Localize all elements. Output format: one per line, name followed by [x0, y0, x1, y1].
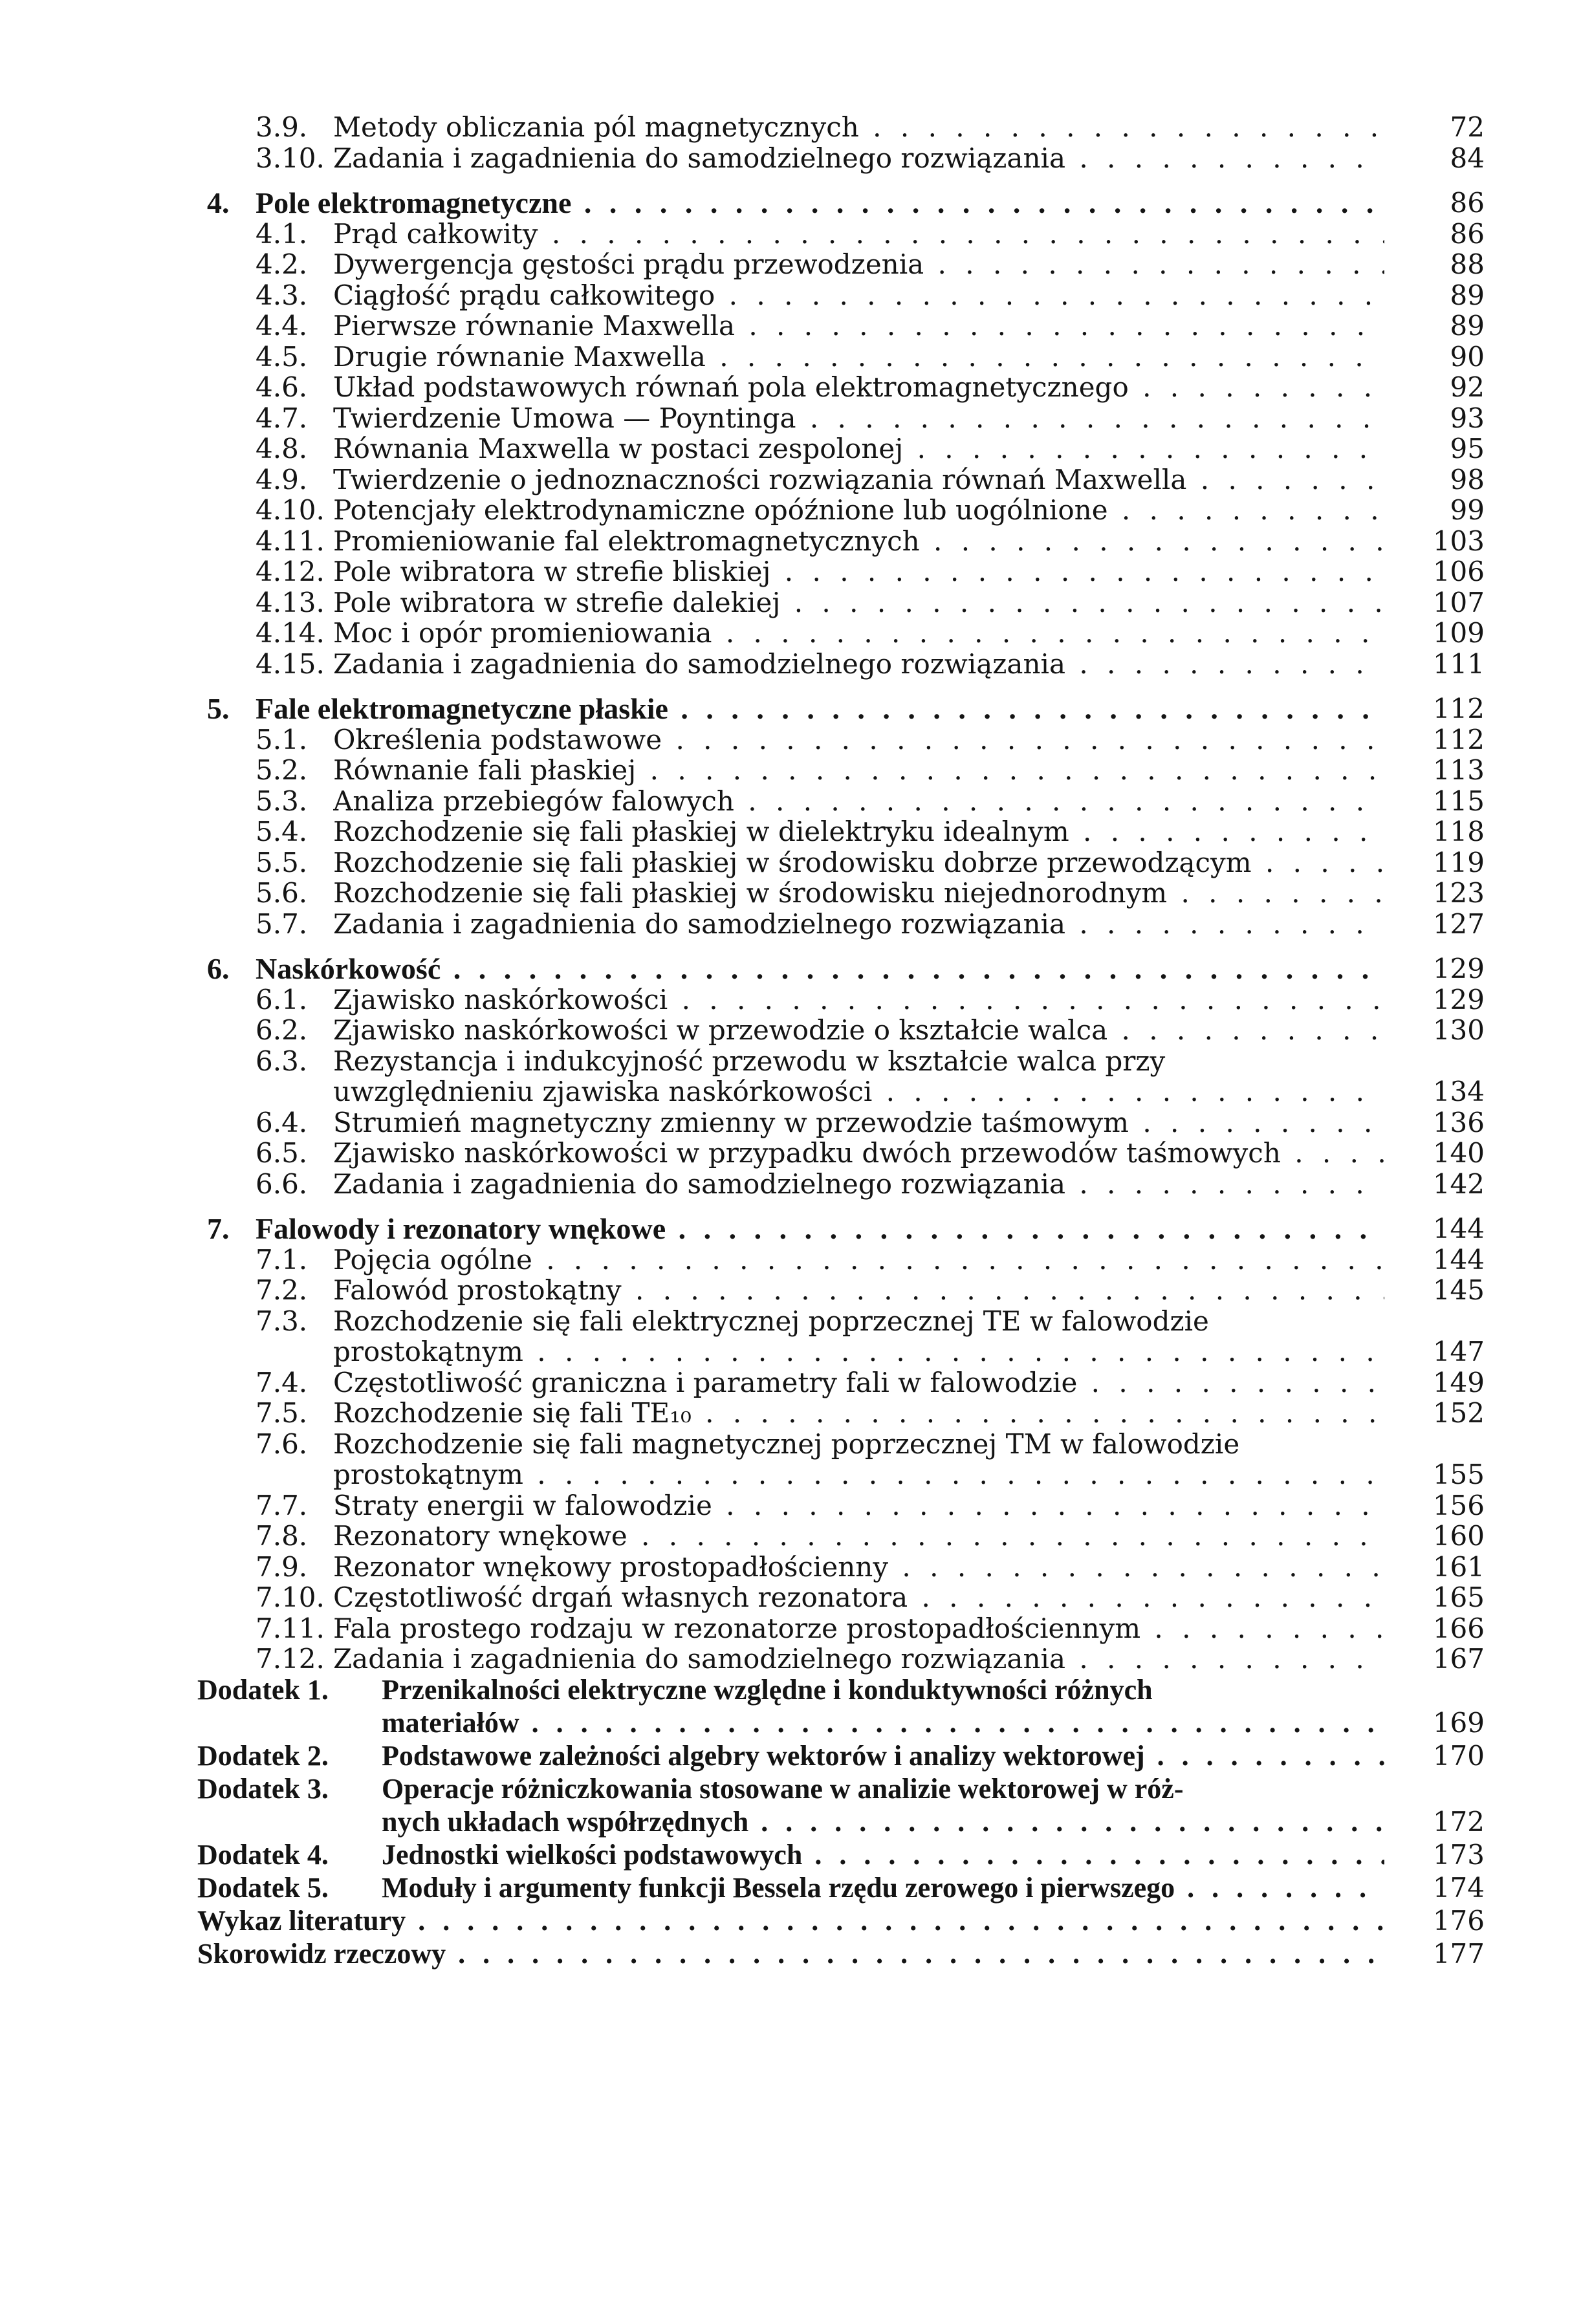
section-entry[interactable] [0, 754, 1592, 787]
entry-page-number: 93 [1450, 402, 1485, 434]
entry-page-number: 136 [1432, 1106, 1485, 1138]
section-entry[interactable] [0, 1137, 1592, 1169]
entry-number: 5. [207, 692, 230, 725]
entry-page-number: 129 [1432, 983, 1485, 1015]
entry-title: Rozchodzenie się fali TE₁₀ . . . [333, 1397, 1384, 1429]
appendix-entry[interactable] [0, 1806, 1592, 1838]
entry-title: Straty energii w falowodzie . . . [333, 1490, 1384, 1522]
entry-page-number: 86 [1450, 187, 1485, 219]
section-entry[interactable] [0, 525, 1592, 558]
entry-number: 5.4. [256, 816, 308, 847]
appendix-entry[interactable] [0, 1938, 1592, 1970]
entry-page-number: 86 [1450, 217, 1485, 250]
entry-number: 4.3. [256, 279, 308, 311]
entry-page-number: 89 [1450, 310, 1485, 342]
entry-page-number: 140 [1432, 1137, 1485, 1169]
entry-page-number: 155 [1432, 1459, 1485, 1490]
entry-number: 7.9. [256, 1550, 308, 1583]
entry-page-number: 118 [1432, 816, 1485, 847]
entry-title: Rozchodzenie się fali elektrycznej poprzecznej TE w falowodzie [333, 1305, 1209, 1337]
entry-title: Promieniowanie fal elektromagnetycznych . . . [333, 525, 1384, 558]
chapter-entry[interactable] [0, 1213, 1592, 1245]
entry-page-number: 127 [1432, 907, 1485, 940]
section-entry[interactable] [0, 248, 1592, 281]
entry-number: 4. [207, 186, 230, 219]
entry-page-number: 167 [1432, 1643, 1485, 1675]
entry-title: Rozchodzenie się fali magnetycznej poprzecznej TM w falowodzie [333, 1428, 1240, 1460]
entry-page-number: 115 [1432, 785, 1485, 817]
section-entry[interactable] [0, 816, 1592, 848]
appendix-entry[interactable] [0, 1773, 1592, 1805]
entry-title: Twierdzenie Umowa — Poyntinga . . . [333, 402, 1384, 435]
entry-page-number: 119 [1432, 846, 1485, 878]
entry-number: 6.2. [256, 1014, 308, 1046]
entry-title: Analiza przebiegów falowych . . . [333, 785, 1384, 818]
entry-number: 5.6. [256, 877, 308, 909]
entry-number: 7.2. [256, 1274, 308, 1306]
entry-number: Dodatek 4. [197, 1838, 329, 1871]
entry-page-number: 152 [1432, 1397, 1485, 1429]
appendix-entry[interactable] [0, 1674, 1592, 1706]
entry-title: Fala prostego rodzaju w rezonatorze prostopadłościennym . . . [333, 1613, 1384, 1645]
entry-title: Pole wibratora w strefie dalekiej . . . [333, 587, 1384, 619]
entry-title: Rezystancja i indukcyjność przewodu w kształcie walca przy [333, 1045, 1166, 1077]
entry-title: Częstotliwość graniczna i parametry fali w falowodzie . . . [333, 1367, 1384, 1399]
chapter-entry[interactable] [0, 693, 1592, 725]
entry-title: Operacje różniczkowania stosowane w analizie wektorowej w róż- [382, 1772, 1184, 1805]
entry-title: Zjawisko naskórkowości w przewodzie o kształcie walca . . . [333, 1014, 1384, 1047]
section-entry[interactable] [0, 402, 1592, 435]
appendix-entry[interactable] [0, 1839, 1592, 1871]
entry-title: Zjawisko naskórkowości w przypadku dwóch przewodów taśmowych . . . [333, 1137, 1384, 1169]
entry-page-number: 145 [1432, 1274, 1485, 1306]
entry-title: Rezonatory wnękowe . . . [333, 1520, 1384, 1552]
section-entry[interactable] [0, 785, 1592, 818]
entry-number: Dodatek 2. [197, 1739, 329, 1772]
section-entry[interactable] [0, 1168, 1592, 1200]
entry-number: 7.4. [256, 1366, 308, 1398]
entry-title: Wykaz literatury . . . [197, 1905, 1384, 1937]
entry-number: 7.11. [256, 1612, 325, 1644]
entry-number: 7. [207, 1212, 230, 1245]
chapter-entry[interactable] [0, 187, 1592, 219]
entry-number: 7.7. [256, 1489, 308, 1521]
entry-title: Metody obliczania pól magnetycznych . . . [333, 111, 1384, 144]
entry-number: 4.2. [256, 248, 308, 280]
entry-number: 3.10. [256, 142, 325, 174]
entry-title: Zadania i zagadnienia do samodzielnego rozwiązania . . . [333, 648, 1384, 680]
entry-page-number: 144 [1432, 1213, 1485, 1244]
entry-title: Falowód prostokątny . . . [333, 1274, 1384, 1307]
entry-number: Dodatek 1. [197, 1673, 329, 1706]
section-entry[interactable] [0, 1581, 1592, 1614]
entry-page-number: 112 [1432, 693, 1485, 724]
section-entry[interactable] [0, 1076, 1592, 1108]
entry-page-number: 72 [1450, 111, 1485, 143]
entry-number: Dodatek 3. [197, 1772, 329, 1805]
entry-page-number: 95 [1450, 433, 1485, 464]
entry-title: Podstawowe zależności algebry wektorów i analizy wektorowej . . . [382, 1740, 1384, 1772]
entry-number: 7.10. [256, 1581, 325, 1613]
entry-number: 7.1. [256, 1243, 308, 1276]
entry-number: 6. [207, 952, 230, 985]
entry-number: 7.12. [256, 1643, 325, 1675]
entry-title: nych układach współrzędnych . . . [382, 1806, 1384, 1838]
entry-number: 4.12. [256, 556, 325, 587]
entry-title: Równania Maxwella w postaci zespolonej . . . [333, 433, 1384, 465]
entry-number: Dodatek 5. [197, 1871, 329, 1904]
entry-title: Twierdzenie o jednoznaczności rozwiązania równań Maxwella . . . [333, 464, 1384, 496]
entry-title: Drugie równanie Maxwella . . . [333, 341, 1384, 373]
section-entry[interactable] [0, 984, 1592, 1016]
entry-title: Rezonator wnękowy prostopadłościenny . . . [333, 1551, 1384, 1583]
entry-title: Równanie fali płaskiej . . . [333, 754, 1384, 787]
appendix-entry[interactable] [0, 1707, 1592, 1739]
entry-number: 7.6. [256, 1428, 308, 1460]
section-entry[interactable] [0, 1367, 1592, 1399]
entry-title: Pierwsze równanie Maxwella . . . [333, 310, 1384, 342]
entry-title: Pole elektromagnetyczne . . . [256, 187, 1384, 219]
entry-page-number: 176 [1432, 1904, 1485, 1937]
entry-number: 4.8. [256, 433, 308, 464]
entry-title: Dywergencja gęstości prądu przewodzenia . . . [333, 248, 1384, 281]
entry-title: uwzględnieniu zjawiska naskórkowości . . . [333, 1076, 1384, 1108]
section-entry[interactable] [0, 142, 1592, 175]
entry-title: Naskórkowość . . . [256, 953, 1384, 985]
entry-page-number: 144 [1432, 1243, 1485, 1276]
entry-page-number: 90 [1450, 340, 1485, 373]
section-entry[interactable] [0, 1397, 1592, 1429]
entry-number: 5.2. [256, 754, 308, 786]
section-entry[interactable] [0, 1045, 1592, 1078]
section-entry[interactable] [0, 494, 1592, 527]
entry-number: 7.8. [256, 1520, 308, 1552]
entry-page-number: 165 [1432, 1581, 1485, 1613]
entry-number: 6.5. [256, 1137, 308, 1169]
entry-title: Zadania i zagadnienia do samodzielnego rozwiązania . . . [333, 908, 1384, 940]
section-entry[interactable] [0, 724, 1592, 756]
entry-page-number: 92 [1450, 371, 1485, 403]
section-entry[interactable] [0, 1520, 1592, 1552]
entry-title: Ciągłość prądu całkowitego . . . [333, 279, 1384, 312]
section-entry[interactable] [0, 877, 1592, 909]
entry-number: 6.6. [256, 1167, 308, 1200]
entry-title: Zadania i zagadnienia do samodzielnego rozwiązania . . . [333, 142, 1384, 175]
entry-number: 5.7. [256, 907, 308, 940]
section-entry[interactable] [0, 371, 1592, 404]
section-entry[interactable] [0, 847, 1592, 879]
section-entry[interactable] [0, 1107, 1592, 1139]
section-entry[interactable] [0, 908, 1592, 940]
entry-number: 4.10. [256, 494, 325, 526]
entry-number: 4.6. [256, 371, 308, 403]
entry-number: 4.9. [256, 463, 308, 495]
entry-page-number: 103 [1432, 525, 1485, 557]
section-entry[interactable] [0, 1490, 1592, 1522]
entry-title: Częstotliwość drgań własnych rezonatora . . . [333, 1581, 1384, 1614]
entry-title: Przenikalności elektryczne względne i konduktywności różnych [382, 1673, 1153, 1706]
entry-title: Rozchodzenie się fali płaskiej w środowisku dobrze przewodzącym . . . [333, 847, 1384, 879]
entry-number: 5.1. [256, 723, 308, 755]
entry-page-number: 107 [1432, 586, 1485, 618]
entry-number: 6.1. [256, 983, 308, 1015]
entry-number: 7.3. [256, 1305, 308, 1337]
entry-title: Prąd całkowity . . . [333, 218, 1384, 250]
section-entry[interactable] [0, 1551, 1592, 1583]
entry-title: Rozchodzenie się fali płaskiej w środowisku niejednorodnym . . . [333, 877, 1384, 909]
entry-number: 4.7. [256, 402, 308, 434]
entry-number: 4.15. [256, 647, 325, 680]
entry-page-number: 106 [1432, 556, 1485, 587]
entry-page-number: 156 [1432, 1489, 1485, 1521]
entry-number: 7.5. [256, 1397, 308, 1429]
entry-title: Moduły i argumenty funkcji Bessela rzędu zerowego i pierwszego . . . [382, 1872, 1384, 1904]
entry-title: Zadania i zagadnienia do samodzielnego rozwiązania . . . [333, 1643, 1384, 1675]
entry-page-number: 172 [1432, 1805, 1485, 1838]
entry-number: 3.9. [256, 111, 308, 143]
entry-page-number: 149 [1432, 1366, 1485, 1398]
appendix-entry[interactable] [0, 1740, 1592, 1772]
section-entry[interactable] [0, 1428, 1592, 1461]
entry-number: 6.3. [256, 1045, 308, 1077]
entry-page-number: 160 [1432, 1520, 1485, 1552]
entry-page-number: 88 [1450, 248, 1485, 280]
entry-title: materiałów . . . [382, 1707, 1384, 1739]
entry-page-number: 147 [1432, 1336, 1485, 1367]
entry-page-number: 130 [1432, 1014, 1485, 1046]
section-entry[interactable] [0, 1459, 1592, 1491]
entry-title: Układ podstawowych równań pola elektromagnetycznego . . . [333, 371, 1384, 404]
entry-page-number: 112 [1432, 723, 1485, 755]
entry-page-number: 161 [1432, 1550, 1485, 1583]
entry-page-number: 173 [1432, 1838, 1485, 1871]
entry-title: Rozchodzenie się fali płaskiej w dielektryku idealnym . . . [333, 816, 1384, 848]
entry-number: 4.1. [256, 217, 308, 250]
entry-title: Zadania i zagadnienia do samodzielnego rozwiązania . . . [333, 1168, 1384, 1200]
entry-page-number: 142 [1432, 1167, 1485, 1200]
section-entry[interactable] [0, 1643, 1592, 1675]
entry-title: Pojęcia ogólne . . . [333, 1244, 1384, 1276]
entry-title: Falowody i rezonatory wnękowe . . . [256, 1213, 1384, 1245]
entry-page-number: 177 [1432, 1937, 1485, 1970]
entry-title: Fale elektromagnetyczne płaskie . . . [256, 693, 1384, 725]
appendix-entry[interactable] [0, 1872, 1592, 1904]
entry-number: 4.13. [256, 586, 325, 618]
entry-number: 5.3. [256, 785, 308, 817]
entry-title: prostokątnym . . . [333, 1336, 1384, 1368]
entry-page-number: 113 [1432, 754, 1485, 786]
entry-page-number: 170 [1432, 1739, 1485, 1772]
section-entry[interactable] [0, 433, 1592, 465]
section-entry[interactable] [0, 1613, 1592, 1645]
entry-number: 4.14. [256, 617, 325, 649]
entry-page-number: 134 [1432, 1076, 1485, 1107]
entry-title: Skorowidz rzeczowy . . . [197, 1938, 1384, 1970]
entry-title: Pole wibratora w strefie bliskiej . . . [333, 556, 1384, 588]
entry-title: prostokątnym . . . [333, 1459, 1384, 1491]
entry-page-number: 166 [1432, 1612, 1485, 1644]
entry-page-number: 174 [1432, 1871, 1485, 1904]
entry-title: Zjawisko naskórkowości . . . [333, 984, 1384, 1016]
entry-page-number: 111 [1432, 647, 1485, 680]
entry-page-number: 99 [1450, 494, 1485, 526]
section-entry[interactable] [0, 1274, 1592, 1307]
entry-number: 6.4. [256, 1106, 308, 1138]
entry-page-number: 109 [1432, 617, 1485, 649]
entry-title: Określenia podstawowe . . . [333, 724, 1384, 756]
entry-title: Jednostki wielkości podstawowych . . . [382, 1839, 1384, 1871]
section-entry[interactable] [0, 587, 1592, 619]
chapter-entry[interactable] [0, 953, 1592, 985]
section-entry[interactable] [0, 1305, 1592, 1338]
section-entry[interactable] [0, 617, 1592, 649]
section-entry[interactable] [0, 218, 1592, 250]
entry-title: Potencjały elektrodynamiczne opóźnione lub uogólnione . . . [333, 494, 1384, 527]
entry-page-number: 169 [1432, 1706, 1485, 1739]
section-entry[interactable] [0, 111, 1592, 144]
entry-number: 4.4. [256, 310, 308, 342]
entry-page-number: 129 [1432, 953, 1485, 984]
section-entry[interactable] [0, 1336, 1592, 1368]
entry-number: 4.5. [256, 340, 308, 373]
entry-page-number: 89 [1450, 279, 1485, 311]
section-entry[interactable] [0, 279, 1592, 312]
entry-number: 4.11. [256, 525, 325, 557]
section-entry[interactable] [0, 556, 1592, 588]
entry-title: Moc i opór promieniowania . . . [333, 617, 1384, 649]
entry-number: 5.5. [256, 846, 308, 878]
section-entry[interactable] [0, 464, 1592, 496]
entry-page-number: 98 [1450, 463, 1485, 495]
section-entry[interactable] [0, 1014, 1592, 1047]
appendix-entry[interactable] [0, 1905, 1592, 1937]
section-entry[interactable] [0, 341, 1592, 373]
entry-page-number: 123 [1432, 877, 1485, 909]
section-entry[interactable] [0, 1244, 1592, 1276]
entry-title: Strumień magnetyczny zmienny w przewodzie taśmowym . . . [333, 1107, 1384, 1139]
section-entry[interactable] [0, 648, 1592, 680]
entry-page-number: 84 [1450, 142, 1485, 174]
section-entry[interactable] [0, 310, 1592, 342]
